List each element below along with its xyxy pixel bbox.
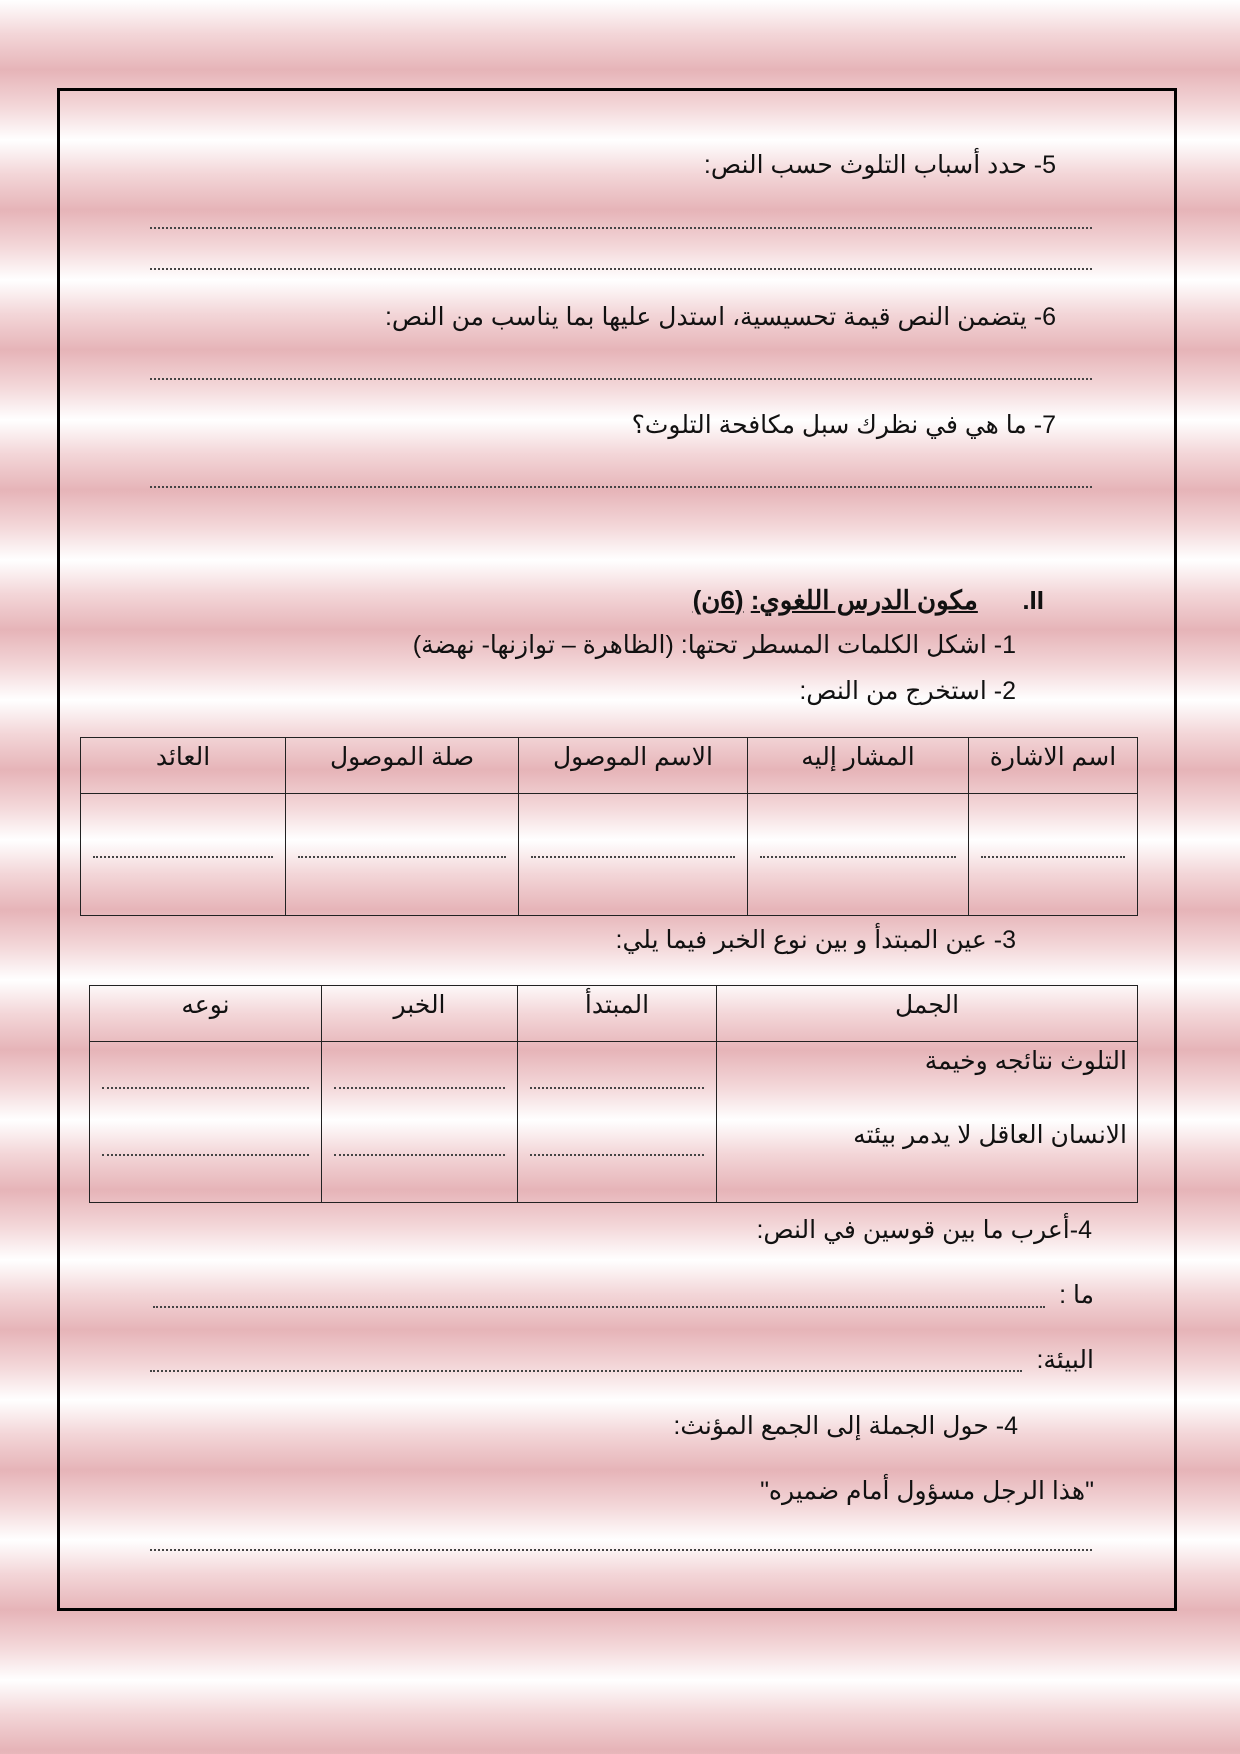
transform-sentence: "هذا الرجل مسؤول أمام ضميره"	[760, 1477, 1094, 1505]
answer-cell[interactable]	[81, 794, 286, 916]
question-7: 7- ما هي في نظرك سبل مكافحة التلوث؟	[631, 411, 1056, 439]
parse-item-environment: البيئة:	[1036, 1346, 1094, 1374]
answer-line[interactable]	[150, 1549, 1092, 1551]
answer-cell[interactable]	[286, 794, 519, 916]
header-subject: المبتدأ	[518, 986, 717, 1042]
question-ii-3: 3- عين المبتدأ و بين نوع الخبر فيما يلي:	[615, 926, 1016, 954]
answer-cell[interactable]	[748, 794, 969, 916]
header-referent: المشار إليه	[748, 738, 969, 794]
subject-predicate-table	[89, 985, 1138, 1203]
sentence-1: التلوث نتائجه وخيمة	[924, 1047, 1127, 1075]
answer-cell[interactable]	[518, 1042, 717, 1203]
answer-line[interactable]	[150, 486, 1092, 488]
question-ii-4a: 4-أعرب ما بين قوسين في النص:	[756, 1216, 1092, 1244]
answer-line[interactable]	[150, 1370, 1022, 1372]
answer-line[interactable]	[150, 378, 1092, 380]
answer-cell[interactable]	[322, 1042, 518, 1203]
section-points: (6ن)	[692, 585, 744, 615]
answer-line[interactable]	[150, 268, 1092, 270]
question-5: 5- حدد أسباب التلوث حسب النص:	[703, 151, 1056, 179]
answer-line[interactable]	[150, 227, 1092, 229]
header-relative-clause: صلة الموصول	[286, 738, 519, 794]
answer-line[interactable]	[153, 1306, 1045, 1308]
sentences-cell	[717, 1042, 1138, 1203]
answer-cell[interactable]	[519, 794, 748, 916]
header-relative-noun: الاسم الموصول	[519, 738, 748, 794]
section-heading	[693, 585, 1044, 616]
question-ii-1: 1- اشكل الكلمات المسطر تحتها: (الظاهرة – توازنها- نهضة)	[412, 631, 1016, 659]
parse-item-ma: ما :	[1059, 1281, 1094, 1309]
header-demonstrative: اسم الاشارة	[969, 738, 1138, 794]
header-pronoun: العائد	[81, 738, 286, 794]
answer-cell[interactable]	[969, 794, 1138, 916]
header-sentences: الجمل	[717, 986, 1138, 1042]
header-type: نوعه	[90, 986, 322, 1042]
question-ii-4b: 4- حول الجملة إلى الجمع المؤنث:	[673, 1412, 1018, 1440]
question-6: 6- يتضمن النص قيمة تحسيسية، استدل عليها بما يناسب من النص:	[384, 303, 1056, 331]
extraction-table	[80, 737, 1138, 916]
section-title: مكون الدرس اللغوي:	[750, 585, 978, 615]
question-ii-2: 2- استخرج من النص:	[799, 677, 1016, 705]
sentence-2: الانسان العاقل لا يدمر بيئته	[853, 1121, 1127, 1149]
answer-cell[interactable]	[90, 1042, 322, 1203]
header-predicate: الخبر	[322, 986, 518, 1042]
section-numeral: II.	[1022, 585, 1044, 615]
